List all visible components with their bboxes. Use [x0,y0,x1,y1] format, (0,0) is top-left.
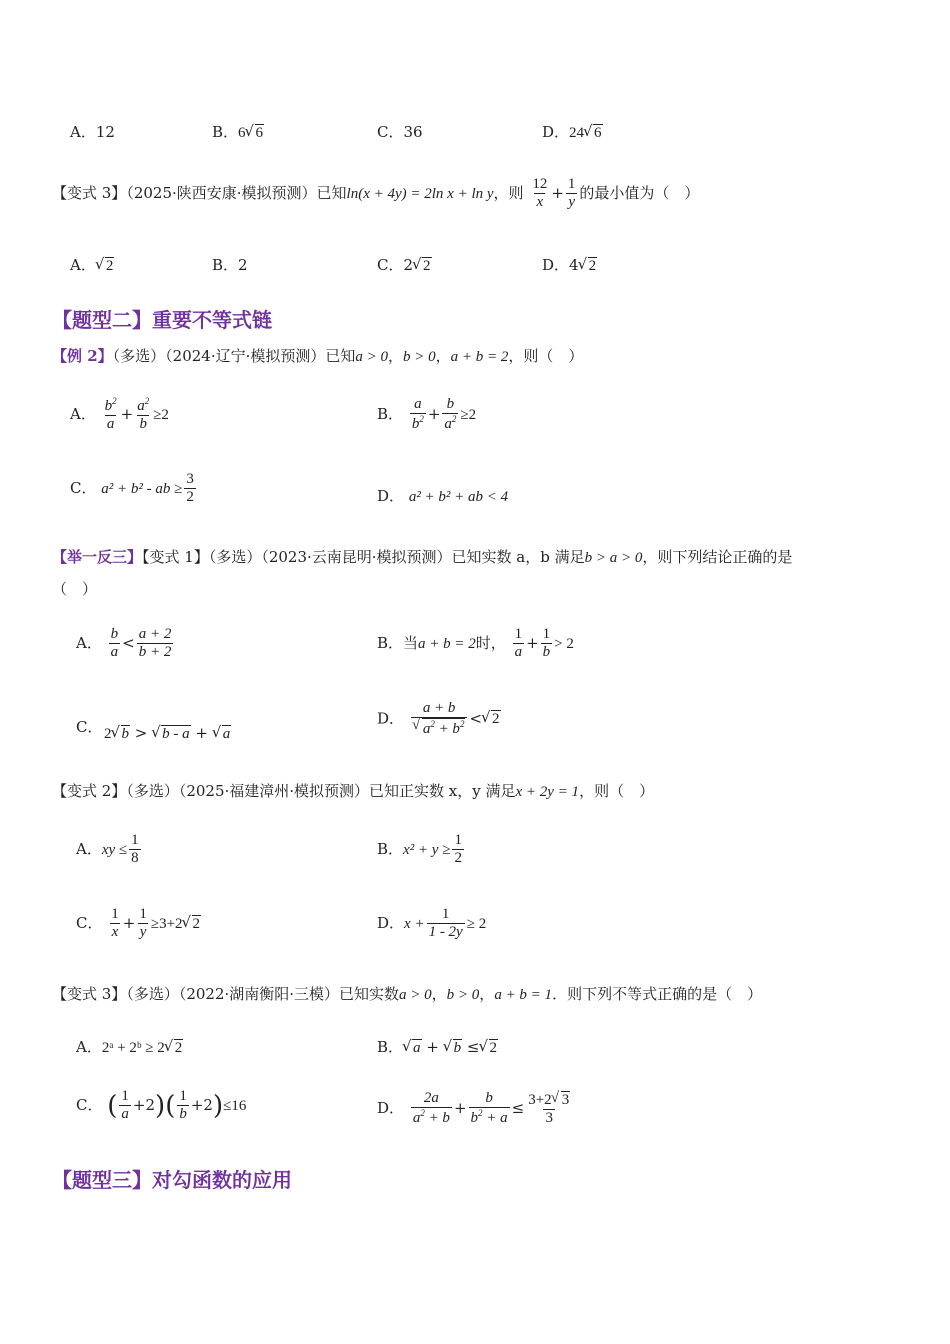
v1-option-b: B．当a + b = 2时， $\frac{1}{a}$ + $\frac{1}{b}$ > 2 [377,626,574,661]
v3b-option-a: A．2ᵃ + 2ᵇ ≥ 2√ 2 [76,1036,183,1057]
question-variant3-b: 【变式 3】（多选）（2022·湖南衡阳·三模）已知实数a > 0，b > 0，a + b = 1．则下列不等式正确的是（ ） [52,985,763,1003]
question-variant3-a: 【变式 3】（2025·陕西安康·模拟预测）已知ln(x + 4y) = 2ln x + ln y，则 $\frac{12}{x}$ + $\frac{1}{y}$ 的最小值为（ ） [52,176,700,211]
ex2-option-d: D． a² + b² + ab < 4 [377,487,509,505]
v2-option-d: D．x + $\frac{1}{1 - 2y}$ ≥ 2 [377,906,487,941]
question-variant1-paren: （ ） [52,580,98,598]
section-heading-3: 【题型三】对勾函数的应用 [52,1168,292,1192]
v3a-option-d: D．4√ 2 [542,254,597,275]
question-variant2: 【变式 2】（多选）（2025·福建漳州·模拟预测）已知正实数 x，y 满足x + 2y = 1，则（ ） [52,782,655,800]
ex2-option-b: B． $\frac{a}{b^2}$ + $\frac{b}{a^2}$ ≥2 [377,396,477,433]
v2-option-b: B．x² + y ≥ $\frac{1}{2}$ [377,832,462,867]
v3b-option-d: D． $\frac{2a}{a^2 + b}$ + $\frac{b}{b^2 + a}$ ≤ $\frac{3+2√ 3}{3}$ [377,1090,574,1128]
ex2-option-c: C． a² + b² - ab ≥ $\frac{3}{2}$ [70,471,194,506]
option-d: D．24√ 6 [542,121,603,142]
ex2-option-a: A． $\frac{b^2}{a}$ + $\frac{a^2}{b}$ ≥2 [70,396,169,433]
v1-option-c: C． [76,718,103,736]
v1-option-d: D． a + b √ $a^2 + b^2$ <√ 2 [377,700,501,739]
v1-option-c-expr: 2√ b > √ b - a + √ a [104,724,231,743]
option-a: A．12 [70,123,115,141]
section-heading-2: 【题型二】重要不等式链 [52,308,272,332]
question-variant1: 【举一反三】【变式 1】（多选）（2023·云南昆明·模拟预测）已知实数 a，b 满足b > a > 0，则下列结论正确的是 [52,548,793,566]
v3b-option-b: B．√ a + √ b ≤√ 2 [377,1036,498,1057]
question-example2: 【例 2】（多选）（2024·辽宁·模拟预测）已知a > 0，b > 0，a + b = 2，则（ ） [52,347,584,365]
option-b: B．6√ 6 [212,121,264,142]
v1-option-a: A． $\frac{b}{a}$ < $\frac{a + 2}{b + 2}$ [76,626,172,661]
v3a-option-b: B．2 [212,256,248,274]
option-c: C．36 [377,123,423,141]
v2-option-c: C． $\frac{1}{x}$ + $\frac{1}{y}$ ≥3+2√ 2 [76,906,201,942]
v3b-option-c: C． ( $\frac{1}{a}$ +2)( $\frac{1}{b}$ +2)≤16 [76,1088,247,1123]
v3a-option-c: C．2√ 2 [377,254,432,275]
v3a-option-a: A．√ 2 [70,254,114,275]
v2-option-a: A．xy ≤ $\frac{1}{8}$ [76,832,139,867]
